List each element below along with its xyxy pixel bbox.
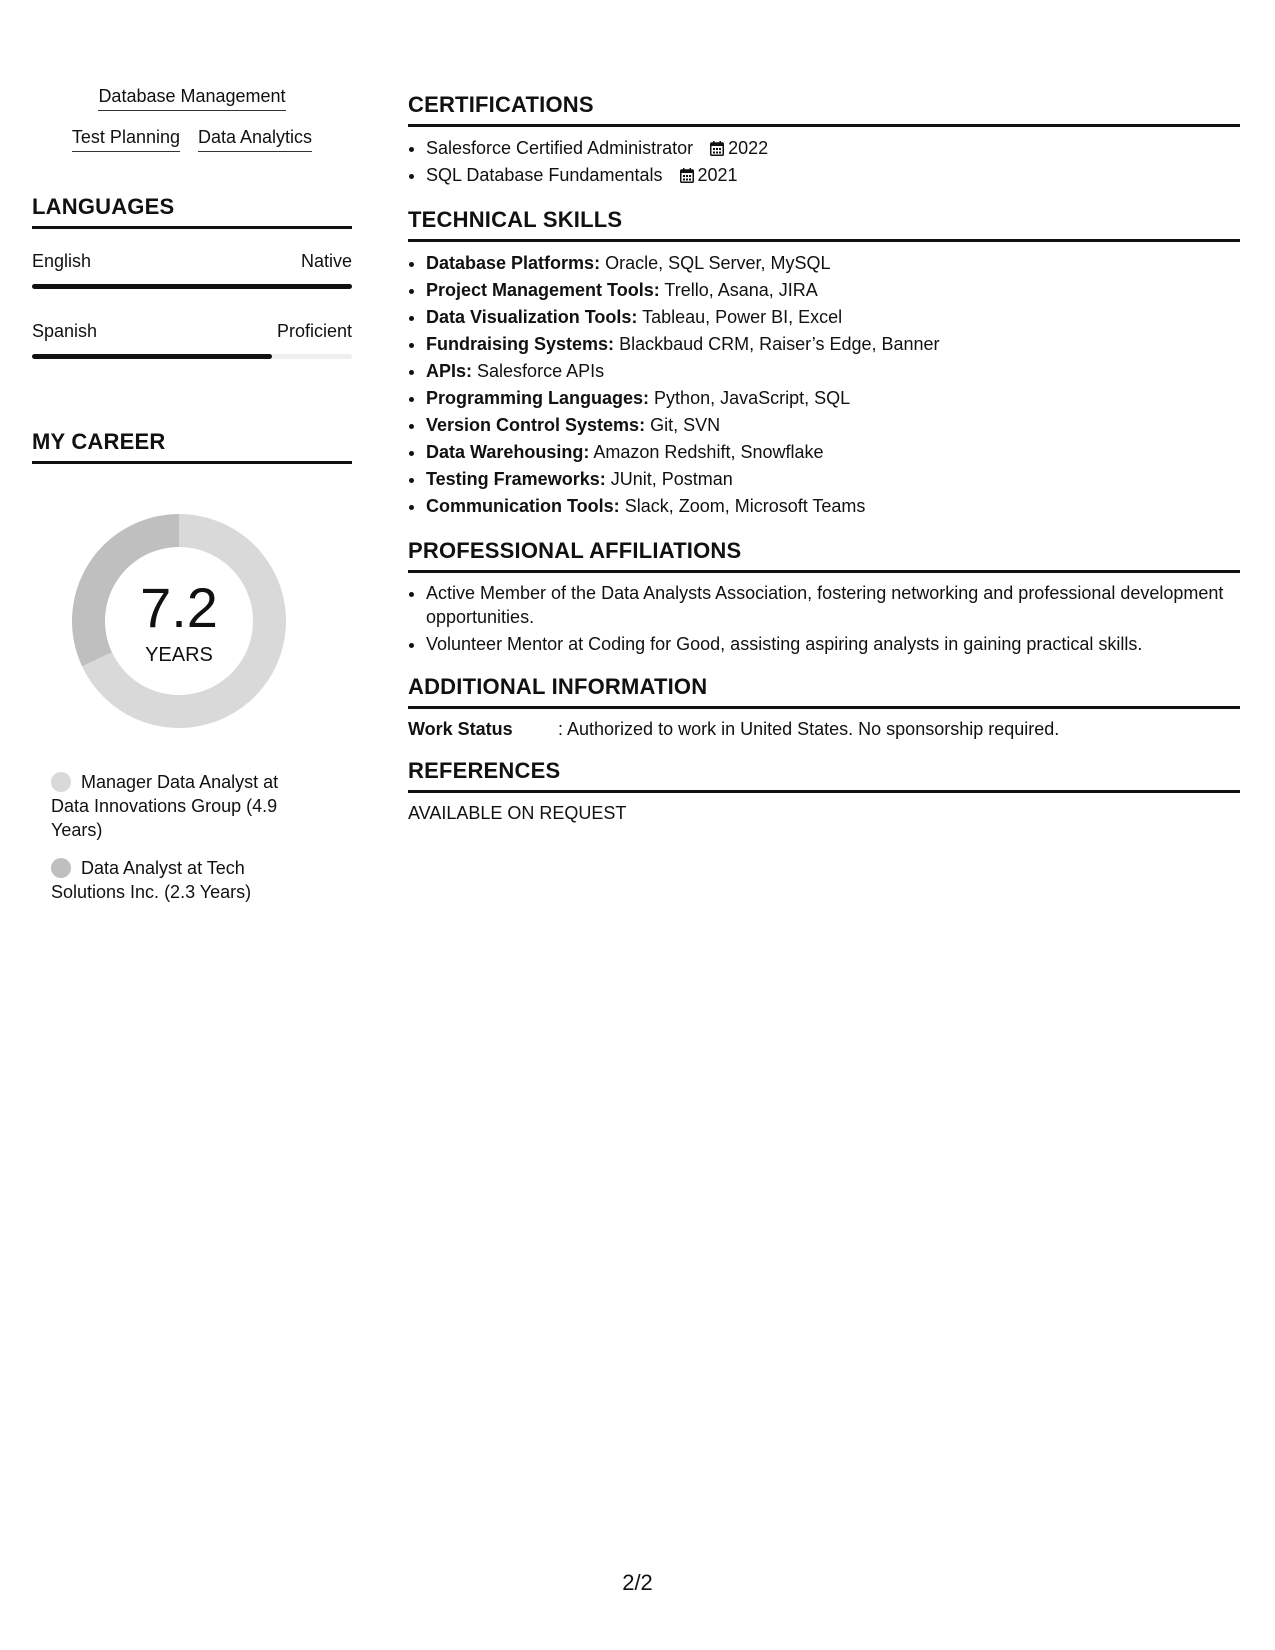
technical-skill-item: [426, 466, 1240, 493]
certifications-title: CERTIFICATIONS: [408, 92, 1240, 127]
technical-skill-label: Database Platforms:: [426, 253, 601, 273]
language-item: [32, 251, 352, 289]
references-text: AVAILABLE ON REQUEST: [408, 803, 627, 823]
skill-tag: Test Planning: [72, 127, 180, 152]
technical-skill-label: Programming Languages:: [426, 388, 650, 408]
additional-info-title: ADDITIONAL INFORMATION: [408, 674, 1240, 709]
technical-skill-label: Data Warehousing:: [426, 442, 590, 462]
technical-skill-value: Python, JavaScript, SQL: [654, 388, 851, 408]
certification-name: Salesforce Certified Administrator: [426, 138, 694, 158]
technical-skills-section: [408, 207, 1240, 520]
certifications-list: [408, 135, 1240, 189]
affiliation-item: • Active Member of the Data Analysts Association, fostering networking and professional development opportunities.: [426, 581, 1240, 629]
work-status-value: : Authorized to work in United States. No sponsorship required.: [558, 719, 1060, 739]
skill-tag: Data Analytics: [198, 127, 312, 152]
technical-skill-label: Project Management Tools:: [426, 280, 660, 300]
calendar-icon: [710, 141, 724, 156]
language-level: Native: [300, 251, 352, 271]
certification-name: SQL Database Fundamentals: [426, 165, 663, 185]
technical-skill-item: [426, 439, 1240, 466]
technical-skill-item: [426, 412, 1240, 439]
affiliations-section: [408, 538, 1240, 656]
technical-skill-label: Version Control Systems:: [426, 415, 646, 435]
technical-skill-label: Communication Tools:: [426, 496, 620, 516]
references-section: [408, 758, 1240, 824]
legend-dot: [51, 772, 71, 792]
skill-tag-row: [32, 127, 352, 152]
certification-year: 2022: [728, 138, 769, 158]
skill-tag: Database Management: [98, 86, 285, 111]
technical-skill-item: [426, 358, 1240, 385]
additional-info-section: [408, 674, 1240, 740]
certifications-section: [408, 92, 1240, 189]
career-legend-item: [51, 856, 311, 904]
technical-skill-value: Oracle, SQL Server, MySQL: [605, 253, 831, 273]
legend-dot: [51, 858, 71, 878]
career-legend-item: [51, 770, 311, 842]
languages-list: [32, 251, 352, 359]
page-number: 2/2: [622, 1570, 653, 1595]
career-legend: [51, 770, 311, 904]
language-level: Proficient: [276, 321, 352, 341]
affiliations-title: PROFESSIONAL AFFILIATIONS: [408, 538, 1240, 573]
technical-skill-value: Blackbaud CRM, Raiser’s Edge, Banner: [619, 334, 940, 354]
technical-skill-item: [426, 250, 1240, 277]
language-bar-fill: [32, 284, 352, 289]
languages-title: LANGUAGES: [32, 194, 352, 229]
language-name: Spanish: [32, 321, 98, 341]
technical-skill-value: JUnit, Postman: [610, 469, 733, 489]
skill-tags: [32, 86, 352, 152]
language-bar-fill: [32, 354, 272, 359]
technical-skills-title: TECHNICAL SKILLS: [408, 207, 1240, 242]
technical-skill-item: [426, 385, 1240, 412]
career-role-label: Data Analyst at Tech Solutions Inc. (2.3 Years): [51, 858, 252, 902]
language-bar: [32, 284, 352, 289]
affiliation-item: • Volunteer Mentor at Coding for Good, assisting aspiring analysts in gaining practical skills.: [426, 632, 1240, 656]
work-status-label: Work Status: [408, 719, 513, 739]
skill-tag-row: [32, 86, 352, 111]
technical-skill-value: Amazon Redshift, Snowflake: [593, 442, 824, 462]
calendar-icon: [680, 168, 694, 183]
language-bar: [32, 354, 352, 359]
technical-skill-label: Fundraising Systems:: [426, 334, 615, 354]
technical-skill-value: Salesforce APIs: [477, 361, 605, 381]
technical-skills-list: [408, 250, 1240, 520]
technical-skill-label: Data Visualization Tools:: [426, 307, 638, 327]
certification-item: [426, 135, 1240, 162]
work-status-row: [408, 719, 1240, 740]
certification-year: 2021: [697, 165, 738, 185]
career-total-value: 7.2: [140, 576, 218, 639]
technical-skill-value: Tableau, Power BI, Excel: [642, 307, 843, 327]
language-name: English: [32, 251, 92, 271]
career-role-label: Manager Data Analyst at Data Innovations Group (4.9 Years): [51, 772, 279, 840]
technical-skill-label: Testing Frameworks:: [426, 469, 606, 489]
career-total-unit: YEARS: [145, 644, 213, 666]
left-column: [32, 86, 352, 918]
career-donut-chart: [66, 508, 292, 734]
certification-item: [426, 162, 1240, 189]
references-title: REFERENCES: [408, 758, 1240, 793]
technical-skill-value: Trello, Asana, JIRA: [664, 280, 818, 300]
technical-skill-item: [426, 304, 1240, 331]
technical-skill-item: [426, 493, 1240, 520]
technical-skill-value: Git, SVN: [650, 415, 721, 435]
technical-skill-item: [426, 277, 1240, 304]
career-title: MY CAREER: [32, 429, 352, 464]
language-item: [32, 321, 352, 359]
technical-skill-label: APIs:: [426, 361, 473, 381]
technical-skill-value: Slack, Zoom, Microsoft Teams: [624, 496, 866, 516]
technical-skill-item: [426, 331, 1240, 358]
right-column: [408, 92, 1240, 842]
affiliations-list: [408, 581, 1240, 656]
